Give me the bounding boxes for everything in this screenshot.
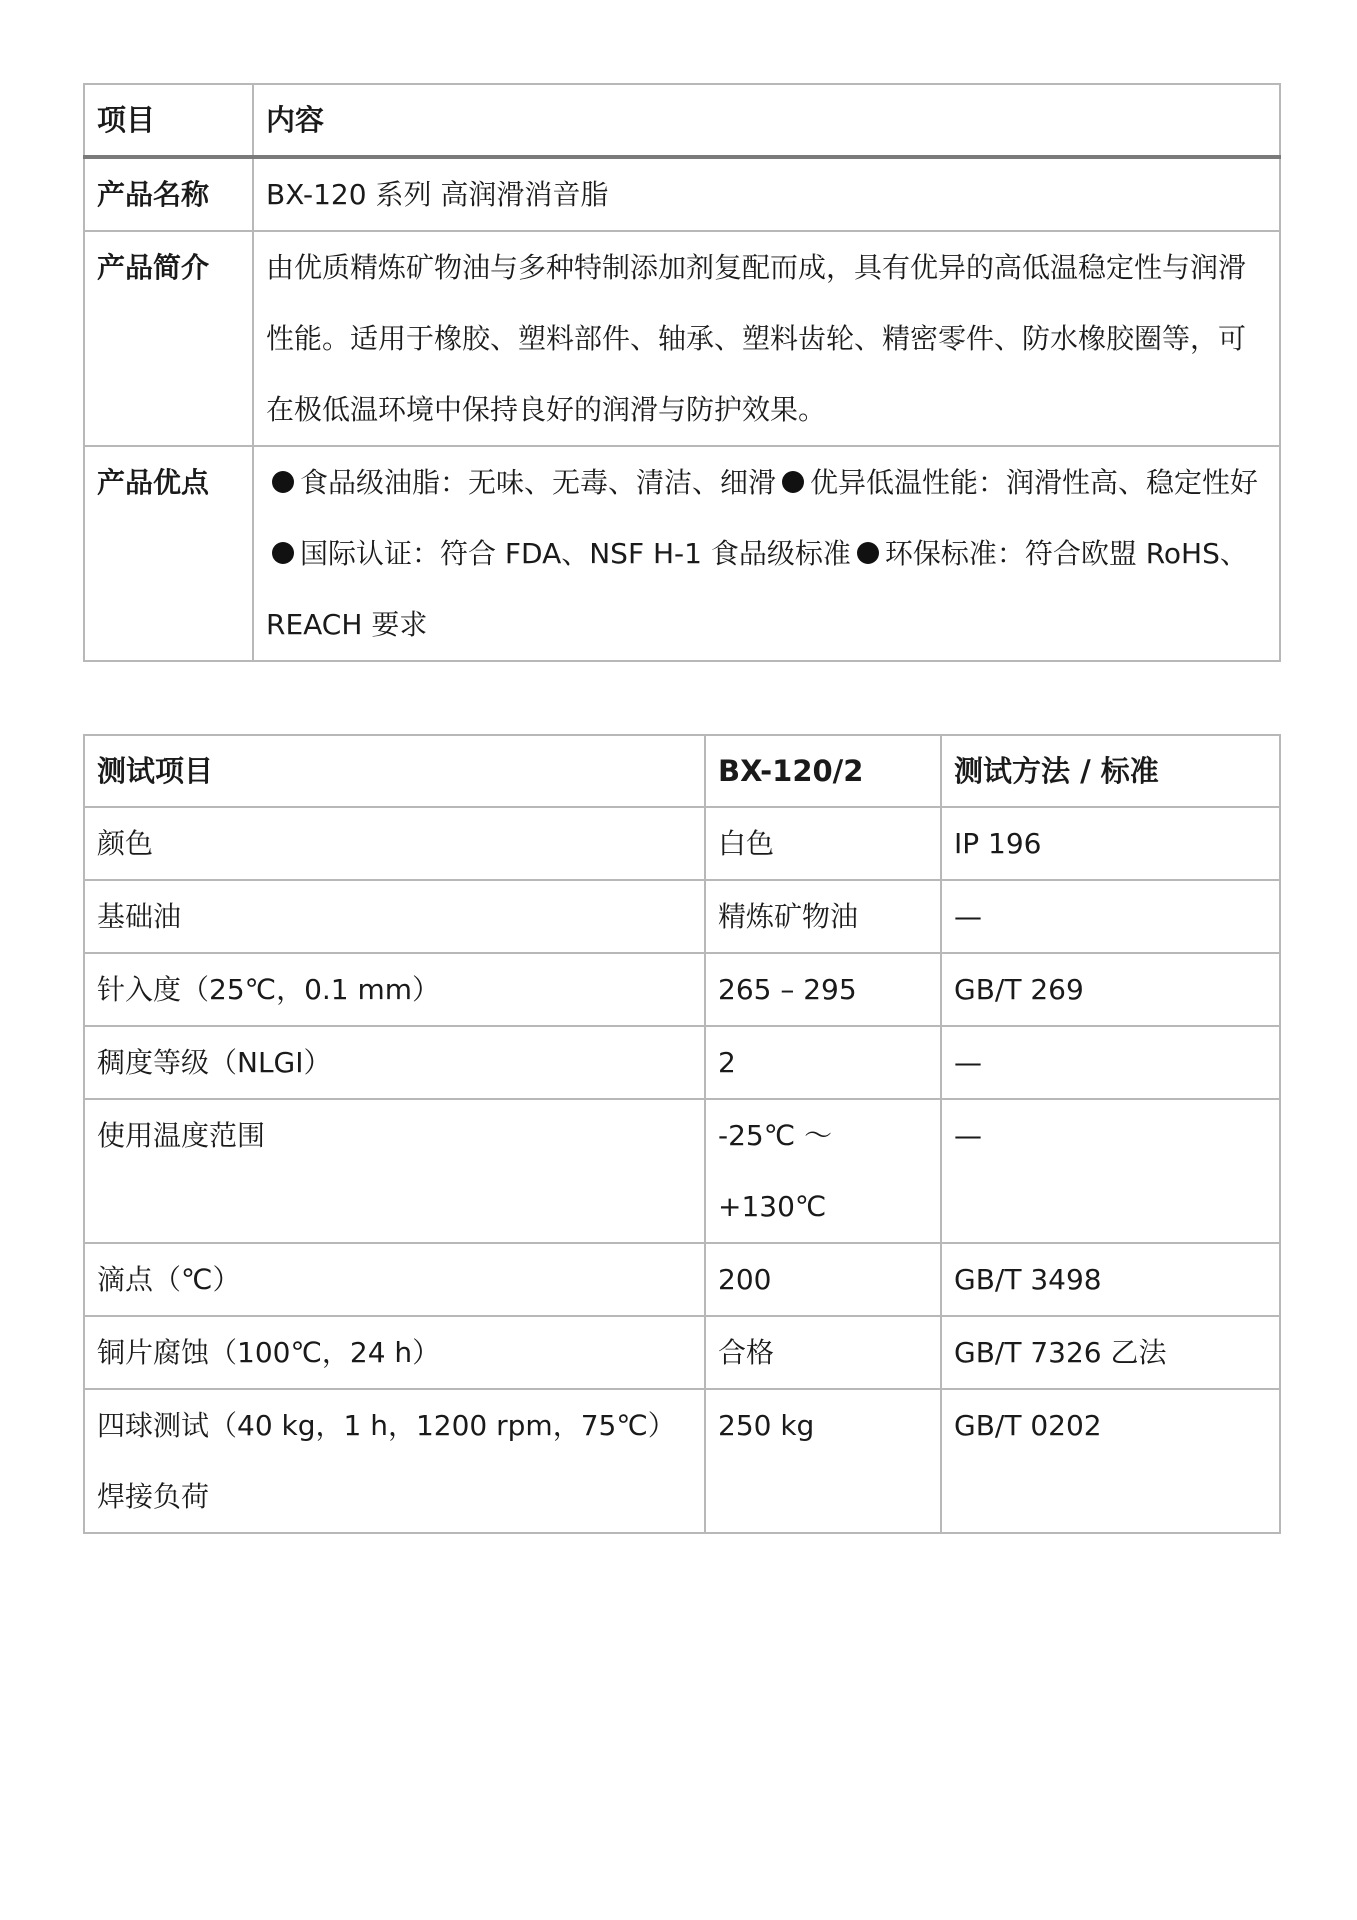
value-cell: 精炼矿物油 — [705, 880, 941, 953]
bullet-icon — [857, 542, 879, 564]
method-cell: GB/T 7326 乙法 — [941, 1316, 1280, 1389]
table-row — [84, 1389, 1280, 1533]
method-cell: IP 196 — [941, 807, 1280, 880]
product-name-value: BX-120 系列 高润滑消音脂 — [253, 157, 1280, 231]
table-row — [84, 807, 1280, 880]
test-item-cell: 铜片腐蚀（100℃，24 h） — [84, 1316, 705, 1389]
table-row — [84, 880, 1280, 953]
header-method: 测试方法 / 标准 — [941, 735, 1280, 807]
row-label-product-intro: 产品简介 — [84, 231, 253, 446]
bullet-icon — [782, 471, 804, 493]
value-cell: 合格 — [705, 1316, 941, 1389]
header-test-item: 测试项目 — [84, 735, 705, 807]
table-row — [84, 953, 1280, 1026]
advantage-item: 国际认证：符合 FDA、NSF H-1 食品级标准 — [300, 537, 851, 570]
bullet-icon — [272, 542, 294, 564]
table-row — [84, 1026, 1280, 1099]
value-cell: 2 — [705, 1026, 941, 1099]
value-cell: 200 — [705, 1243, 941, 1316]
product-advantages-value — [253, 446, 1280, 661]
header-item: 项目 — [84, 84, 253, 157]
table-header-row — [84, 84, 1280, 157]
advantage-item: 环保标准：符合欧盟 RoHS、REACH 要求 — [266, 537, 1248, 641]
value-cell: 白色 — [705, 807, 941, 880]
value-cell: -25℃ ～ +130℃ — [705, 1099, 941, 1243]
header-product: BX-120/2 — [705, 735, 941, 807]
method-cell: — — [941, 1026, 1280, 1099]
method-cell: GB/T 269 — [941, 953, 1280, 1026]
table-row — [84, 157, 1280, 231]
test-item-cell: 基础油 — [84, 880, 705, 953]
bullet-icon — [272, 471, 294, 493]
test-item-cell: 稠度等级（NLGI） — [84, 1026, 705, 1099]
row-label-product-advantages: 产品优点 — [84, 446, 253, 661]
product-info-table — [83, 83, 1281, 662]
test-item-cell: 滴点（℃） — [84, 1243, 705, 1316]
table-row — [84, 1243, 1280, 1316]
advantage-item: 食品级油脂：无味、无毒、清洁、细滑 — [300, 466, 777, 499]
table-row — [84, 231, 1280, 446]
method-cell: GB/T 0202 — [941, 1389, 1280, 1533]
method-cell: — — [941, 1099, 1280, 1243]
product-intro-value: 由优质精炼矿物油与多种特制添加剂复配而成，具有优异的高低温稳定性与润滑性能。适用于橡胶、塑料部件、轴承、塑料齿轮、精密零件、防水橡胶圈等，可在极低温环境中保持良好的润滑与防护效果。 — [253, 231, 1280, 446]
table-row — [84, 1099, 1280, 1243]
value-cell: 250 kg — [705, 1389, 941, 1533]
test-item-cell: 颜色 — [84, 807, 705, 880]
header-content: 内容 — [253, 84, 1280, 157]
advantage-item: 优异低温性能：润滑性高、稳定性好 — [810, 466, 1259, 499]
value-cell: 265 – 295 — [705, 953, 941, 1026]
method-cell: GB/T 3498 — [941, 1243, 1280, 1316]
spec-table — [83, 734, 1281, 1534]
test-item-cell: 针入度（25℃，0.1 mm） — [84, 953, 705, 1026]
method-cell: — — [941, 880, 1280, 953]
table-header-row — [84, 735, 1280, 807]
test-item-cell: 使用温度范围 — [84, 1099, 705, 1243]
row-label-product-name: 产品名称 — [84, 157, 253, 231]
table-row — [84, 1316, 1280, 1389]
test-item-cell: 四球测试（40 kg，1 h，1200 rpm，75℃）焊接负荷 — [84, 1389, 705, 1533]
table-row — [84, 446, 1280, 661]
